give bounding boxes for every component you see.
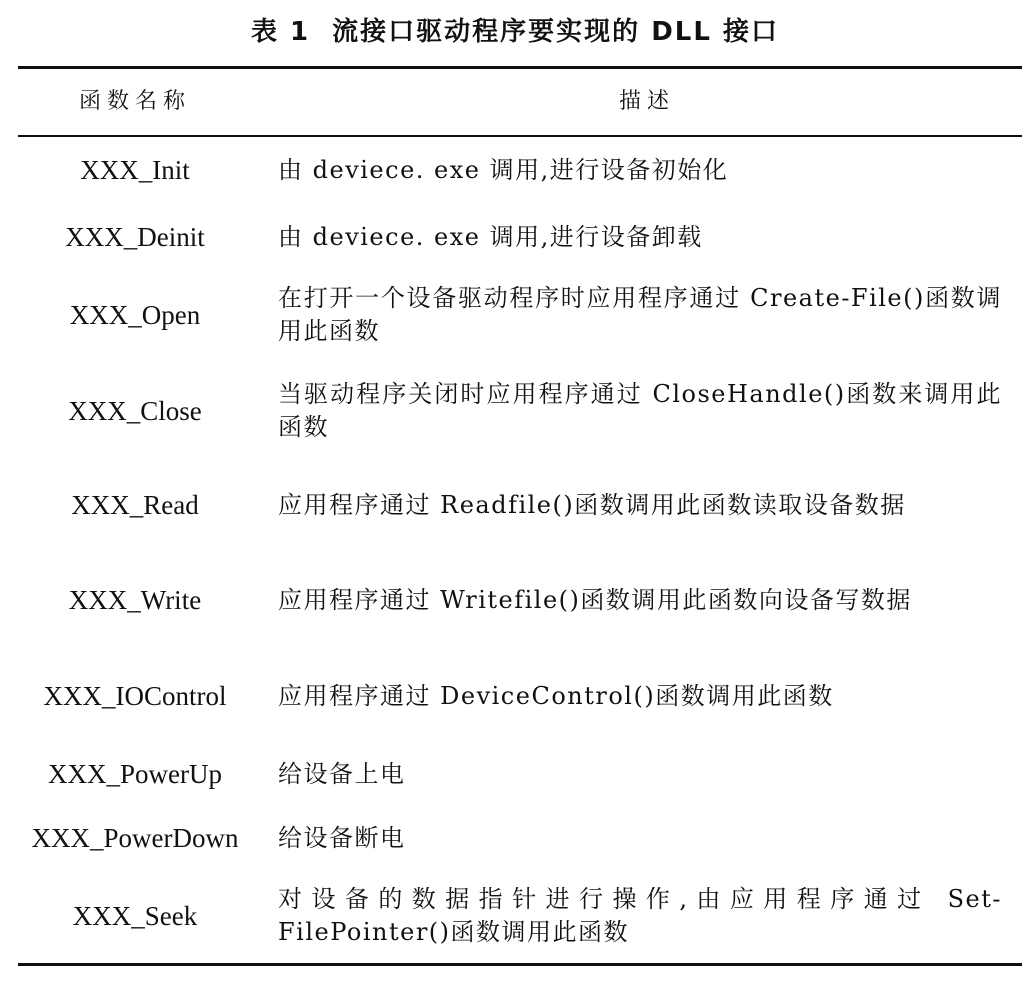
function-name-cell: XXX_Init xyxy=(80,154,190,185)
header-rule xyxy=(18,135,1022,137)
function-name-cell: XXX_Close xyxy=(68,395,202,426)
table-row xyxy=(0,674,1030,718)
table-row xyxy=(0,881,1030,951)
function-name-cell: XXX_Seek xyxy=(72,900,198,931)
description-cell: 应用程序通过 Readfile()函数调用此函数读取设备数据 xyxy=(278,490,906,519)
function-name-cell: XXX_IOControl xyxy=(43,680,227,711)
function-name-cell: XXX_Write xyxy=(68,584,202,615)
description-cell: 由 deviece. exe 调用,进行设备卸载 xyxy=(278,222,703,251)
description-cell: 由 deviece. exe 调用,进行设备初始化 xyxy=(278,155,729,184)
description-cell: 对设备的数据指针进行操作,由应用程序通过 Set-FilePointer()函数调用此函数 xyxy=(278,885,1002,946)
table-row xyxy=(0,816,1030,860)
table-caption xyxy=(0,12,1030,52)
table-row xyxy=(0,470,1030,540)
table-number: 表 1 xyxy=(251,17,311,47)
description-cell: 在打开一个设备驱动程序时应用程序通过 Create-File()函数调用此函数 xyxy=(278,284,1002,345)
top-rule xyxy=(18,66,1022,69)
description-cell: 给设备上电 xyxy=(278,759,406,788)
bottom-rule xyxy=(18,963,1022,966)
function-name-cell: XXX_Deinit xyxy=(65,221,205,252)
table-row xyxy=(0,280,1030,350)
description-cell: 给设备断电 xyxy=(278,823,406,852)
function-name-cell: XXX_Read xyxy=(71,489,199,520)
table-row xyxy=(0,752,1030,796)
table-row xyxy=(0,565,1030,635)
table-row xyxy=(0,215,1030,259)
header-description: 描述 xyxy=(618,89,675,114)
description-cell: 当驱动程序关闭时应用程序通过 CloseHandle()函数来调用此函数 xyxy=(278,380,1002,441)
function-name-cell: XXX_PowerDown xyxy=(31,822,239,853)
table-row xyxy=(0,148,1030,192)
function-name-cell: XXX_Open xyxy=(69,299,201,330)
description-cell: 应用程序通过 Writefile()函数调用此函数向设备写数据 xyxy=(278,585,912,614)
table-row xyxy=(0,376,1030,446)
description-cell: 应用程序通过 DeviceControl()函数调用此函数 xyxy=(278,681,834,710)
header-function-name: 函数名称 xyxy=(78,89,191,114)
table-title: 流接口驱动程序要实现的 DLL 接口 xyxy=(332,17,779,47)
function-name-cell: XXX_PowerUp xyxy=(48,758,222,789)
